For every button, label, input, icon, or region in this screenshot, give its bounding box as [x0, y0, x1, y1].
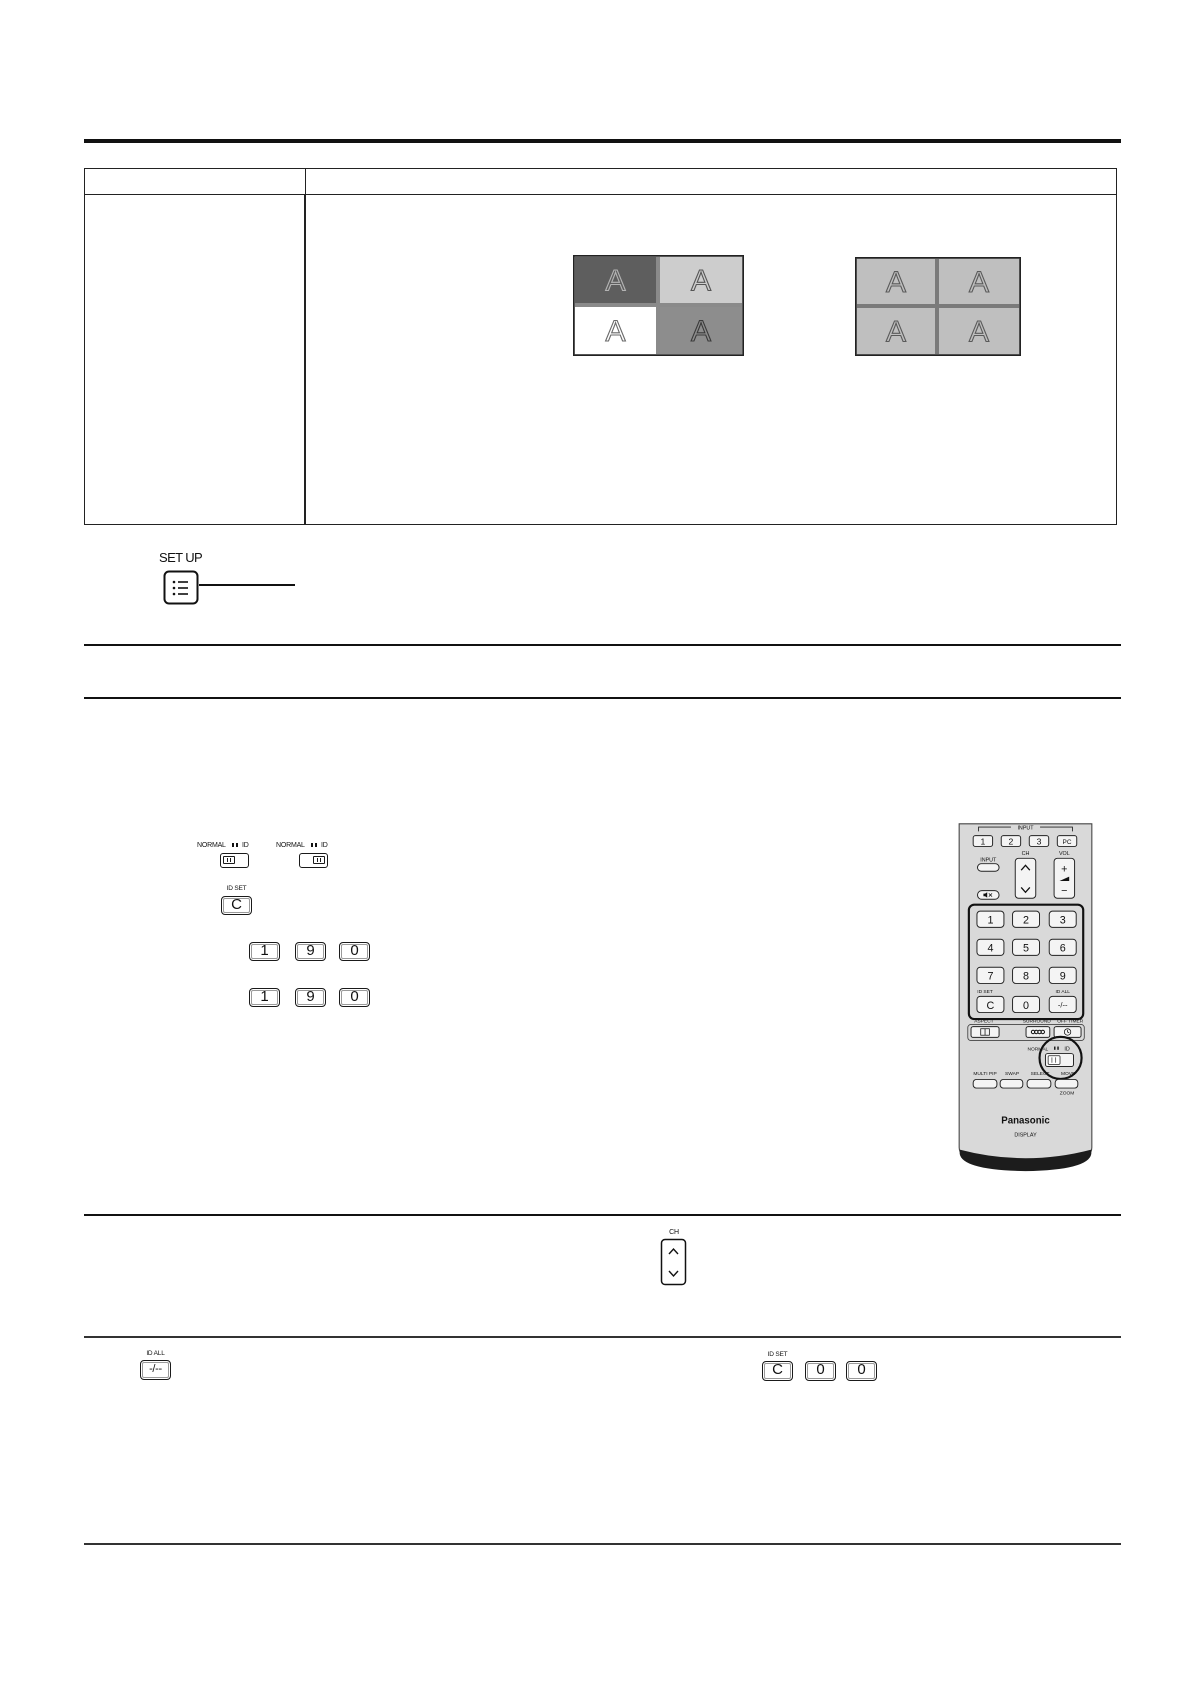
input-group-label: INPUT [1017, 825, 1034, 832]
switch-normal-label: NORMAL [1027, 1047, 1049, 1053]
brand-logo: Panasonic [1001, 1115, 1050, 1127]
id-all-label: ID ALL [146, 1350, 165, 1357]
id-set-label: ID SET [977, 990, 993, 996]
vol-minus: − [1061, 884, 1068, 897]
multi-display-example-uniform [855, 257, 1021, 356]
number-key: 0 [846, 1361, 877, 1381]
switch-slider [223, 856, 235, 864]
id-set-label: ID SET [767, 1351, 788, 1358]
off-timer-label: OFF TIMER [1057, 1019, 1084, 1025]
keypad-key-label: 4 [987, 942, 994, 955]
table-header-cell-item [85, 169, 306, 194]
setup-button-illustration [163, 570, 201, 606]
table-header-row [85, 169, 1116, 195]
keypad-key-label: 1 [987, 914, 994, 927]
tile-letter: A [605, 264, 626, 298]
setup-button-label: SET UP [159, 550, 203, 565]
product-label: DISPLAY [1014, 1132, 1037, 1139]
number-key: 9 [295, 988, 326, 1007]
section-top-rule [84, 139, 1121, 143]
number-key: 0 [339, 942, 370, 961]
keypad-key-label: C [986, 999, 995, 1012]
switch-id-label: ID [321, 842, 328, 849]
tile-letter: A [605, 315, 626, 348]
id-set-key: C [762, 1361, 793, 1381]
mute-button [977, 891, 999, 900]
keypad-key-label: 7 [987, 970, 994, 983]
switch-id-label: ID [242, 842, 249, 849]
ch-button-label: CH [669, 1229, 679, 1236]
id-set-key: C [221, 896, 252, 915]
tile-letter: A [968, 315, 990, 349]
switch-tick-mark [232, 843, 234, 847]
multi-display-example-mixed [573, 255, 744, 356]
keypad-key-label: 8 [1023, 970, 1030, 983]
multi-pip-label: MULTI PIP [973, 1072, 997, 1078]
button-label: 1 [980, 836, 986, 847]
input-button [977, 864, 999, 872]
id-all-label: ID ALL [1055, 990, 1070, 996]
button-label: 3 [1036, 836, 1042, 847]
tile-letter: A [690, 315, 712, 348]
keypad-key-label: 5 [1023, 942, 1030, 955]
id-all-key: -/-- [140, 1360, 171, 1380]
keypad-key-label: 0 [1023, 999, 1030, 1012]
table-cell-description [306, 195, 1116, 524]
switch-tick-mark [236, 843, 238, 847]
button-label: 2 [1008, 836, 1014, 847]
switch-id-label: ID [1064, 1046, 1070, 1053]
tile-letter: A [968, 266, 990, 299]
tile-letter: A [885, 266, 907, 299]
vol-label: VOL [1058, 851, 1070, 858]
switch-tick-mark [1054, 1047, 1055, 1050]
ch-button-illustration [660, 1238, 687, 1286]
ch-button-body [662, 1240, 686, 1285]
section-rule [84, 1336, 1121, 1338]
input-button-label: INPUT [980, 857, 997, 864]
remote-control-illustration [957, 823, 1094, 1173]
switch-tick-mark [1057, 1047, 1058, 1050]
table-cell-item [85, 195, 306, 524]
zoom-label: ZOOM [1059, 1091, 1075, 1097]
select-label: SELECT [1030, 1072, 1050, 1078]
mode-switch-normal [220, 853, 249, 868]
input-pc-button [1057, 836, 1076, 847]
keypad-key-label: 3 [1059, 914, 1066, 927]
ch-label: CH [1021, 851, 1030, 858]
section-bottom-rule [84, 1543, 1121, 1545]
switch-slider [1048, 1056, 1060, 1065]
keypad-key-label: -/-- [1057, 1000, 1068, 1010]
input-1-button [973, 836, 992, 847]
section-rule [84, 1214, 1121, 1216]
surround-label: SURROUND [1022, 1019, 1051, 1025]
switch-tick-mark [315, 843, 317, 847]
tile-letter: A [690, 264, 712, 298]
number-key: 1 [249, 988, 280, 1007]
move-label: MOVE [1060, 1072, 1076, 1078]
table-row [85, 195, 1116, 524]
section-rule [84, 697, 1121, 699]
setup-callout-line [199, 584, 295, 586]
swap-button [1000, 1079, 1023, 1088]
switch-normal-label: NORMAL [197, 842, 226, 849]
keypad-key-label: 6 [1059, 942, 1066, 955]
keypad-key-label: 2 [1023, 914, 1030, 927]
number-key: 0 [805, 1361, 836, 1381]
switch-tick-mark [311, 843, 313, 847]
id-set-label: ID SET [226, 885, 247, 892]
select-button [1027, 1079, 1051, 1088]
swap-label: SWAP [1004, 1072, 1020, 1078]
multi-pip-button [973, 1079, 997, 1088]
input-2-button [1001, 836, 1020, 847]
switch-normal-label: NORMAL [276, 842, 305, 849]
mode-switch-id [299, 853, 328, 868]
input-3-button [1029, 836, 1048, 847]
number-key: 1 [249, 942, 280, 961]
move-button [1055, 1079, 1078, 1088]
table-header-cell-description [306, 169, 1116, 194]
section-rule [84, 644, 1121, 646]
keypad-key-label: 9 [1059, 970, 1066, 983]
switch-slider [313, 856, 325, 864]
vol-plus: + [1061, 863, 1068, 876]
aspect-label: ASPECT [974, 1019, 994, 1025]
tile-letter: A [885, 315, 907, 349]
number-key: 0 [339, 988, 370, 1007]
button-label: PC [1062, 838, 1072, 846]
number-key: 9 [295, 942, 326, 961]
